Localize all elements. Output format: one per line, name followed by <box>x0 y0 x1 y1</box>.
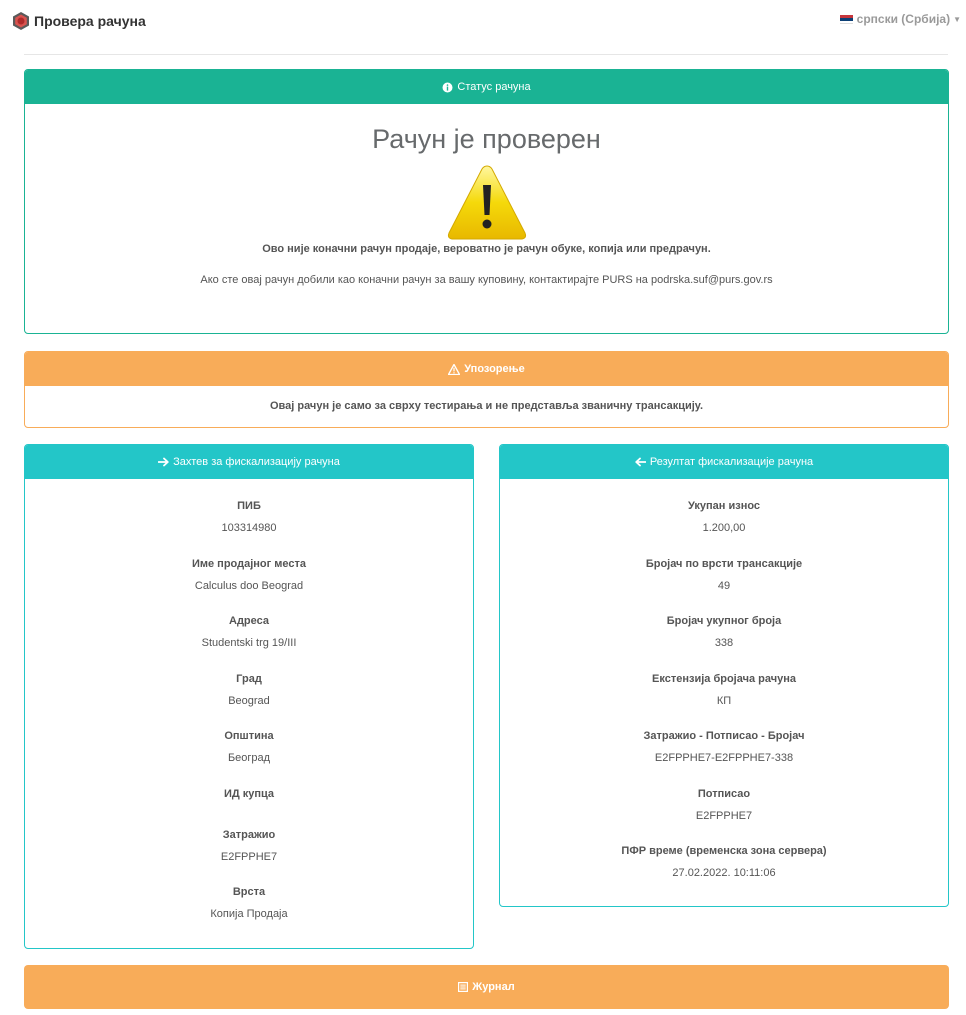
field-label: Екстензија бројача рачуна <box>652 672 796 685</box>
field-value: 103314980 <box>221 522 277 534</box>
field-city <box>25 672 473 730</box>
field-transaction-type-counter <box>500 557 948 615</box>
field-total-counter <box>500 614 948 672</box>
field-value: Calculus doo Beograd <box>194 579 304 592</box>
warning-icon <box>448 364 460 375</box>
warning-triangle-icon <box>446 163 528 241</box>
field-label: Бројач укупног броја <box>666 615 782 627</box>
warning-panel <box>24 351 949 428</box>
field-label: Затражио - Потписао - Бројач <box>643 730 805 742</box>
field-value: 27.02.2022. 10:11:06 <box>672 867 776 879</box>
field-requested-by <box>25 828 473 886</box>
field-value: E2FPPHE7 <box>695 809 753 822</box>
warning-panel-title: Упозорење <box>464 363 525 375</box>
result-panel-heading <box>500 445 948 479</box>
field-signed-by <box>500 787 948 845</box>
serbia-flag-icon <box>840 15 853 24</box>
language-selector[interactable] <box>840 12 961 26</box>
result-panel <box>499 444 949 907</box>
field-store-name <box>25 557 473 615</box>
field-municipality <box>25 729 473 787</box>
field-label: Бројач по врсти трансакције <box>645 557 803 570</box>
field-value: 49 <box>717 579 731 592</box>
journal-button-label: Журнал <box>472 981 515 993</box>
field-label: ПИБ <box>237 500 261 512</box>
field-buyer-id <box>25 787 473 828</box>
field-label: Град <box>236 672 262 685</box>
field-label: Потписао <box>697 787 751 800</box>
request-panel <box>24 444 474 949</box>
language-label: српски (Србија) <box>856 12 951 26</box>
field-label: ИД купца <box>223 787 275 800</box>
field-value: E2FPPHE7-E2FPPHE7-338 <box>654 752 794 764</box>
field-value: Studentski trg 19/III <box>201 637 297 649</box>
status-note: Ако сте овај рачун добили као коначни рачун за вашу куповину, контактирајте PURS на podrska.suf@purs.gov.rs <box>200 274 773 286</box>
arrow-right-icon <box>158 457 169 467</box>
field-value: Beograd <box>228 694 270 707</box>
status-title: Рачун је проверен <box>372 124 601 154</box>
app-title: Провера рачуна <box>34 13 146 29</box>
field-value: Београд <box>227 752 271 764</box>
field-label: Врста <box>232 886 266 898</box>
arrow-left-icon <box>635 457 646 467</box>
warning-panel-heading <box>25 352 948 386</box>
field-pib <box>25 499 473 557</box>
field-value: 1.200,00 <box>702 522 746 534</box>
field-address <box>25 614 473 672</box>
shield-logo-icon <box>11 11 31 31</box>
status-bold-text: Ово није коначни рачун продаје, вероватно је рачун обуке, копија или предрачун. <box>262 243 711 255</box>
divider <box>24 54 948 55</box>
warning-text: Овај рачун је само за сврху тестирања и не представља званичну трансакцију. <box>269 400 704 412</box>
field-pfr-time <box>500 844 948 902</box>
field-label: Адреса <box>229 615 269 627</box>
field-value: 338 <box>714 637 734 649</box>
field-value: E2FPPHE7 <box>220 850 278 863</box>
request-panel-heading <box>25 445 473 479</box>
status-panel <box>24 69 949 334</box>
field-value: КП <box>716 694 732 707</box>
journal-button[interactable] <box>24 965 949 1009</box>
field-label: Укупан износ <box>687 500 761 512</box>
field-label: ПФР време (временска зона сервера) <box>621 845 827 857</box>
list-icon <box>458 982 468 992</box>
result-panel-title: Резултат фискализације рачуна <box>649 456 814 468</box>
field-type <box>25 885 473 943</box>
navbar <box>0 0 966 42</box>
field-total-amount <box>500 499 948 557</box>
field-requested-signed-counter <box>500 729 948 787</box>
status-panel-heading <box>25 70 948 104</box>
field-label: Општина <box>224 730 274 742</box>
brand[interactable] <box>11 11 146 31</box>
caret-down-icon: ▼ <box>953 14 961 24</box>
info-circle-icon <box>442 82 453 93</box>
field-value: Копија Продаја <box>210 908 288 920</box>
request-panel-title: Захтев за фискализацију рачуна <box>173 456 340 468</box>
field-label: Име продајног места <box>191 557 307 570</box>
field-counter-extension <box>500 672 948 730</box>
status-panel-title: Статус рачуна <box>457 81 531 93</box>
field-label: Затражио <box>222 828 276 841</box>
